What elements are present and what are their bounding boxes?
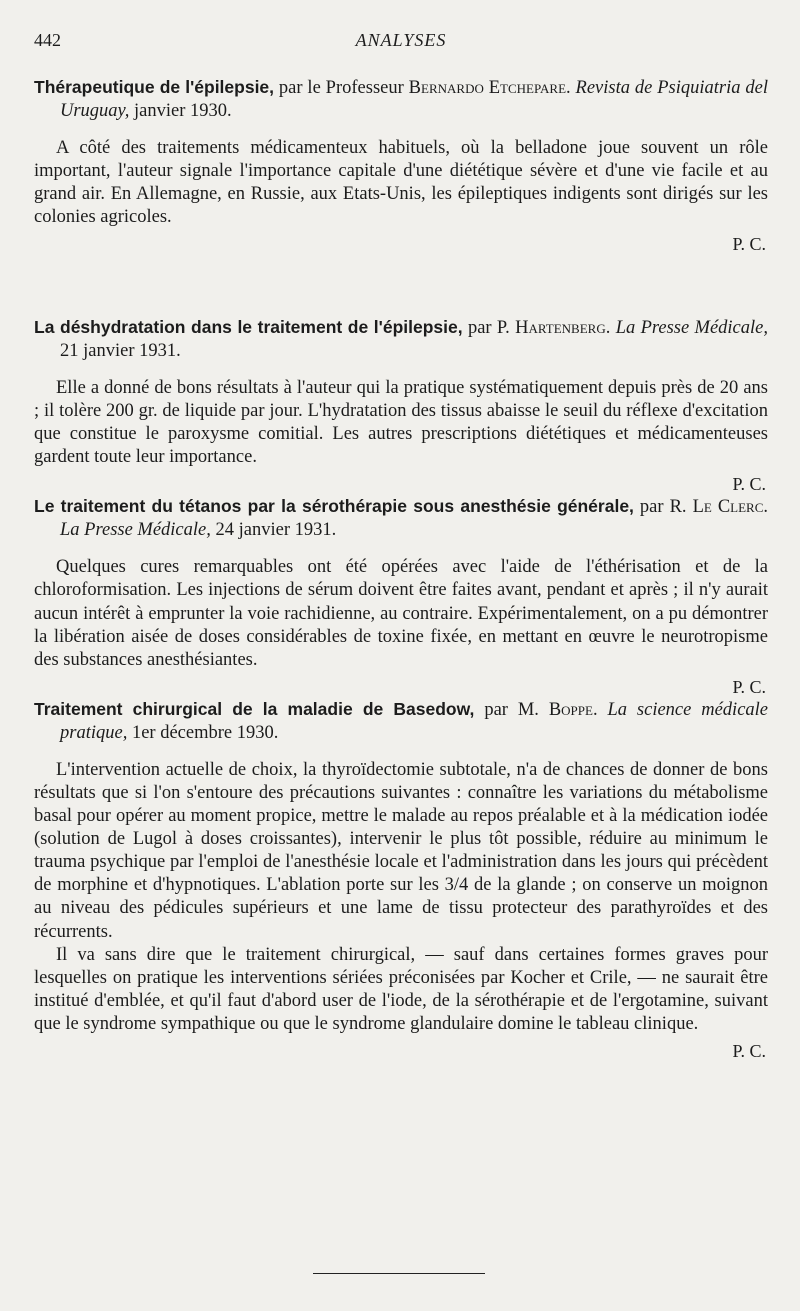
article-2 bbox=[34, 316, 768, 495]
article-title bbox=[34, 698, 768, 745]
source-date: janvier 1930. bbox=[129, 101, 232, 121]
by-text: par P. bbox=[462, 318, 516, 338]
article-title bbox=[34, 495, 768, 542]
article-title bbox=[34, 316, 768, 363]
article-4 bbox=[34, 698, 768, 1062]
article-body bbox=[34, 556, 768, 671]
article-1 bbox=[34, 76, 768, 316]
author-name: Boppe. bbox=[548, 699, 598, 720]
source-date: 24 janvier 1931. bbox=[210, 520, 337, 541]
page-number: 442 bbox=[34, 30, 61, 50]
by-text: par R. bbox=[633, 497, 693, 518]
author-name: Le Clerc. bbox=[692, 497, 769, 518]
article-body bbox=[34, 759, 768, 1036]
paragraph: L'intervention actuelle de choix, la thyroïdectomie subtotale, n'a de chances de donner de bons résultats que si l'on s'entoure des précautions suivantes : connaître les variations du métabolisme basal pour opérer au moment propice, mettre le malade au repos préalable et à la médication iodée (solution de Lugol à doses croissantes), intervenir le plus tôt possible, réduire au minimum le trauma psychique par l'emploi de l'anesthésie locale et l'administration dans les jours qui précèdent de morphine et d'hypnotiques. L'ablation porte sur les 3/4 de la glande ; on conserve un moignon au niveau des pédicules supérieurs et une lame de tissu protecteur des parathyroïdes et des récurrents. bbox=[34, 759, 768, 942]
signature: P. C. bbox=[732, 1040, 766, 1061]
source-name: La Presse Médicale, bbox=[60, 520, 211, 541]
article-3 bbox=[34, 495, 768, 697]
article-title bbox=[34, 76, 768, 123]
source-name: La Presse Médicale, bbox=[610, 318, 768, 338]
source-name: La science médicale pratique, bbox=[60, 699, 769, 743]
running-title: ANALYSES bbox=[355, 30, 447, 50]
title-text: Thérapeutique de l'épilepsie, bbox=[34, 77, 275, 97]
source-name: Revista de Psiquiatria del Uruguay, bbox=[60, 78, 768, 121]
paragraph: Quelques cures remarquables ont été opérées avec l'aide de l'éthérisation et de la chloroformisation. Les injections de sérum doivent être faites avant, pendant et après ; il n'y aurait aucun intérêt à emprunter la voie rachidienne, au contraire. Expérimentalement, on a pu démontrer la libération aisée de doses considérables de toxine fixée, en mettant en œuvre le neurotropisme des substances anesthésiantes. bbox=[34, 557, 768, 670]
article-body bbox=[34, 137, 768, 229]
title-text: Traitement chirurgical de la maladie de Basedow, bbox=[34, 698, 475, 719]
end-rule bbox=[313, 1273, 485, 1274]
article-body bbox=[34, 377, 768, 469]
author-name: Bernardo Etchepare. bbox=[408, 78, 571, 98]
by-text: par M. bbox=[474, 699, 549, 720]
paragraph: A côté des traitements médicamenteux habituels, où la belladone joue souvent un rôle important, l'auteur signale l'importance capitale d'une diététique sévère et d'une vie facile et au grand air. En Allemagne, en Russie, aux Etats-Unis, les épileptiques indigents sont dirigés sur les colonies agricoles. bbox=[34, 138, 768, 228]
article-list bbox=[34, 76, 768, 1062]
title-text: Le traitement du tétanos par la sérothérapie sous anesthésie générale, bbox=[34, 496, 634, 517]
source-date: 1er décembre 1930. bbox=[127, 722, 279, 743]
paragraph: Elle a donné de bons résultats à l'auteur qui la pratique systématiquement depuis près de 20 ans ; il tolère 200 gr. de liquide par jour. L'hydratation des tissus abaisse le seuil du réflexe d'excitation que constitue le paroxysme comitial. Les autres prescriptions diététiques et médicamenteuses gardent toute leur importance. bbox=[34, 378, 768, 468]
by-text: par le Professeur bbox=[274, 78, 409, 98]
title-text: La déshydratation dans le traitement de l'épilepsie, bbox=[34, 317, 463, 337]
signature: P. C. bbox=[732, 234, 766, 255]
source-date: 21 janvier 1931. bbox=[60, 341, 181, 361]
signature: P. C. bbox=[732, 676, 766, 697]
paragraph: Il va sans dire que le traitement chirurgical, — sauf dans certaines formes graves pour lesquelles on pratique les interventions sériées préconisées par Kocher et Crile, — ne saurait être institué d'emblée, et qu'il faut d'abord user de l'iode, de la sérothérapie et de l'ergotamine, suivant que le syndrome sympathique ou que le syndrome glandulaire domine le tableau clinique. bbox=[34, 944, 768, 1034]
author-name: Hartenberg. bbox=[515, 318, 611, 338]
signature: P. C. bbox=[732, 474, 766, 495]
page-header bbox=[34, 30, 768, 56]
